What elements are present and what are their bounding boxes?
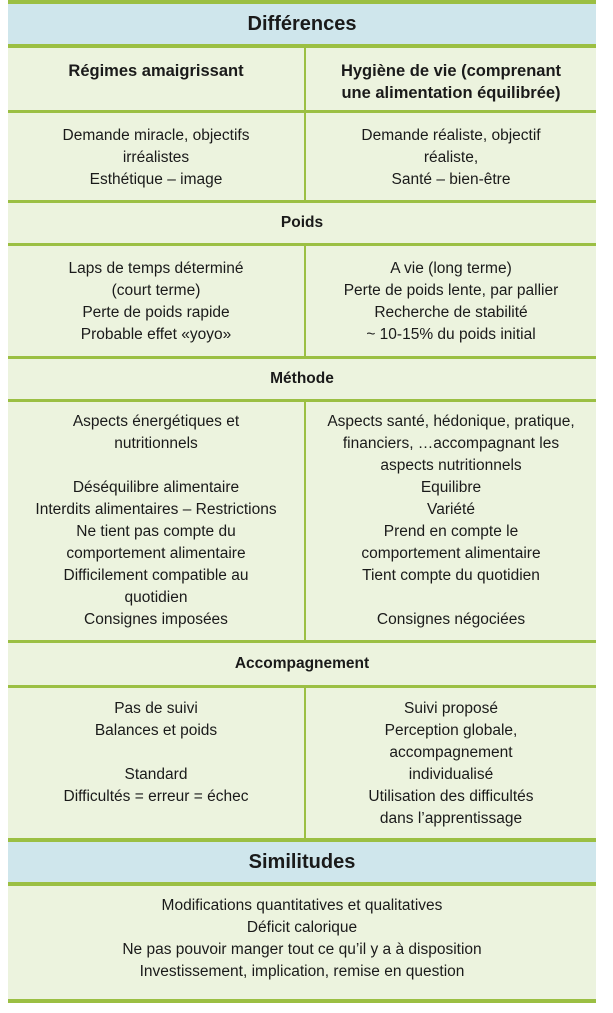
cell-line: Perte de poids lente, par pallier	[343, 282, 559, 299]
accent-bar	[8, 44, 596, 48]
cell-line: Pas de suivi	[114, 700, 198, 717]
accompagnement-right-cell	[306, 698, 596, 830]
cell-line: individualisé	[408, 766, 494, 783]
cell-line: Probable effet «yoyo»	[80, 326, 232, 343]
row-rule	[8, 243, 596, 246]
poids-right-cell	[306, 258, 596, 346]
cell-line: Demande réaliste, objectif	[361, 127, 541, 144]
comparison-table	[8, 0, 596, 1003]
poids-left-cell	[8, 258, 304, 346]
cell-line: Difficilement compatible au	[63, 567, 249, 584]
methode-section-title: Méthode	[270, 370, 334, 387]
cell-line: ~ 10-15% du poids initial	[366, 326, 536, 343]
row-rule	[8, 399, 596, 402]
cell-line: Modifications quantitatives et qualitatives	[161, 897, 443, 914]
cell-line: comportement alimentaire	[66, 545, 246, 562]
cell-line: irréalistes	[122, 149, 190, 166]
cell-line: Prend en compte le	[383, 523, 519, 540]
row-rule	[8, 110, 596, 113]
right-column-header	[306, 60, 596, 104]
cell-line: Recherche de stabilité	[374, 304, 528, 321]
bottom-accent-bar	[8, 999, 596, 1003]
accent-bar	[8, 882, 596, 886]
cell-line: Déficit calorique	[246, 919, 358, 936]
cell-line: Aspects santé, hédonique, pratique,	[327, 413, 575, 430]
cell-line: Variété	[427, 501, 475, 518]
left-column-header	[8, 60, 304, 82]
differences-right-cell	[306, 125, 596, 191]
methode-right-cell	[306, 411, 596, 631]
cell-line: accompagnement	[389, 744, 513, 761]
cell-line: Aspects énergétiques et	[72, 413, 240, 430]
cell-line: Consignes négociées	[376, 611, 526, 628]
cell-line: Santé – bien-être	[391, 171, 511, 188]
differences-left-cell	[8, 125, 304, 191]
cell-line: quotidien	[124, 589, 188, 606]
cell-line: Suivi proposé	[404, 700, 498, 717]
cell-line: Hygiène de vie (comprenant	[340, 62, 562, 80]
cell-line: Laps de temps déterminé	[68, 260, 244, 277]
cell-line: Tient compte du quotidien	[362, 567, 540, 584]
cell-line: financiers, …accompagnant les	[342, 435, 560, 452]
cell-line: (court terme)	[111, 282, 201, 299]
poids-section-title: Poids	[280, 214, 324, 231]
cell-line: Standard	[124, 766, 188, 783]
cell-line: dans l’apprentissage	[379, 810, 523, 827]
row-rule	[8, 685, 596, 688]
cell-line: Ne pas pouvoir manger tout ce qu’il y a à disposition	[122, 941, 482, 958]
cell-line: Perception globale,	[384, 722, 518, 739]
cell-line: réaliste,	[423, 149, 479, 166]
cell-line: Equilibre	[420, 479, 482, 496]
similitudes-cell	[8, 895, 596, 983]
cell-line: comportement alimentaire	[361, 545, 541, 562]
cell-line: Interdits alimentaires – Restrictions	[35, 501, 277, 518]
cell-line: une alimentation équilibrée)	[341, 84, 561, 102]
cell-line: Déséquilibre alimentaire	[72, 479, 240, 496]
cell-line: Perte de poids rapide	[82, 304, 230, 321]
cell-line: Demande miracle, objectifs	[62, 127, 250, 144]
cell-line: Esthétique – image	[89, 171, 223, 188]
cell-line: Utilisation des difficultés	[368, 788, 534, 805]
similitudes-title: Similitudes	[8, 842, 596, 882]
cell-line: Ne tient pas compte du	[76, 523, 236, 540]
methode-left-cell	[8, 411, 304, 631]
cell-line: nutritionnels	[114, 435, 198, 452]
differences-title: Différences	[8, 4, 596, 44]
cell-line: Consignes imposées	[84, 611, 228, 628]
cell-line: Balances et poids	[94, 722, 218, 739]
cell-line: aspects nutritionnels	[380, 457, 522, 474]
cell-line: Difficultés = erreur = échec	[63, 788, 249, 805]
cell-line: A vie (long terme)	[390, 260, 512, 277]
accompagnement-left-cell	[8, 698, 304, 808]
accompagnement-section-title: Accompagnement	[234, 655, 370, 672]
cell-line: Régimes amaigrissant	[68, 62, 244, 80]
cell-line: Investissement, implication, remise en question	[139, 963, 465, 980]
